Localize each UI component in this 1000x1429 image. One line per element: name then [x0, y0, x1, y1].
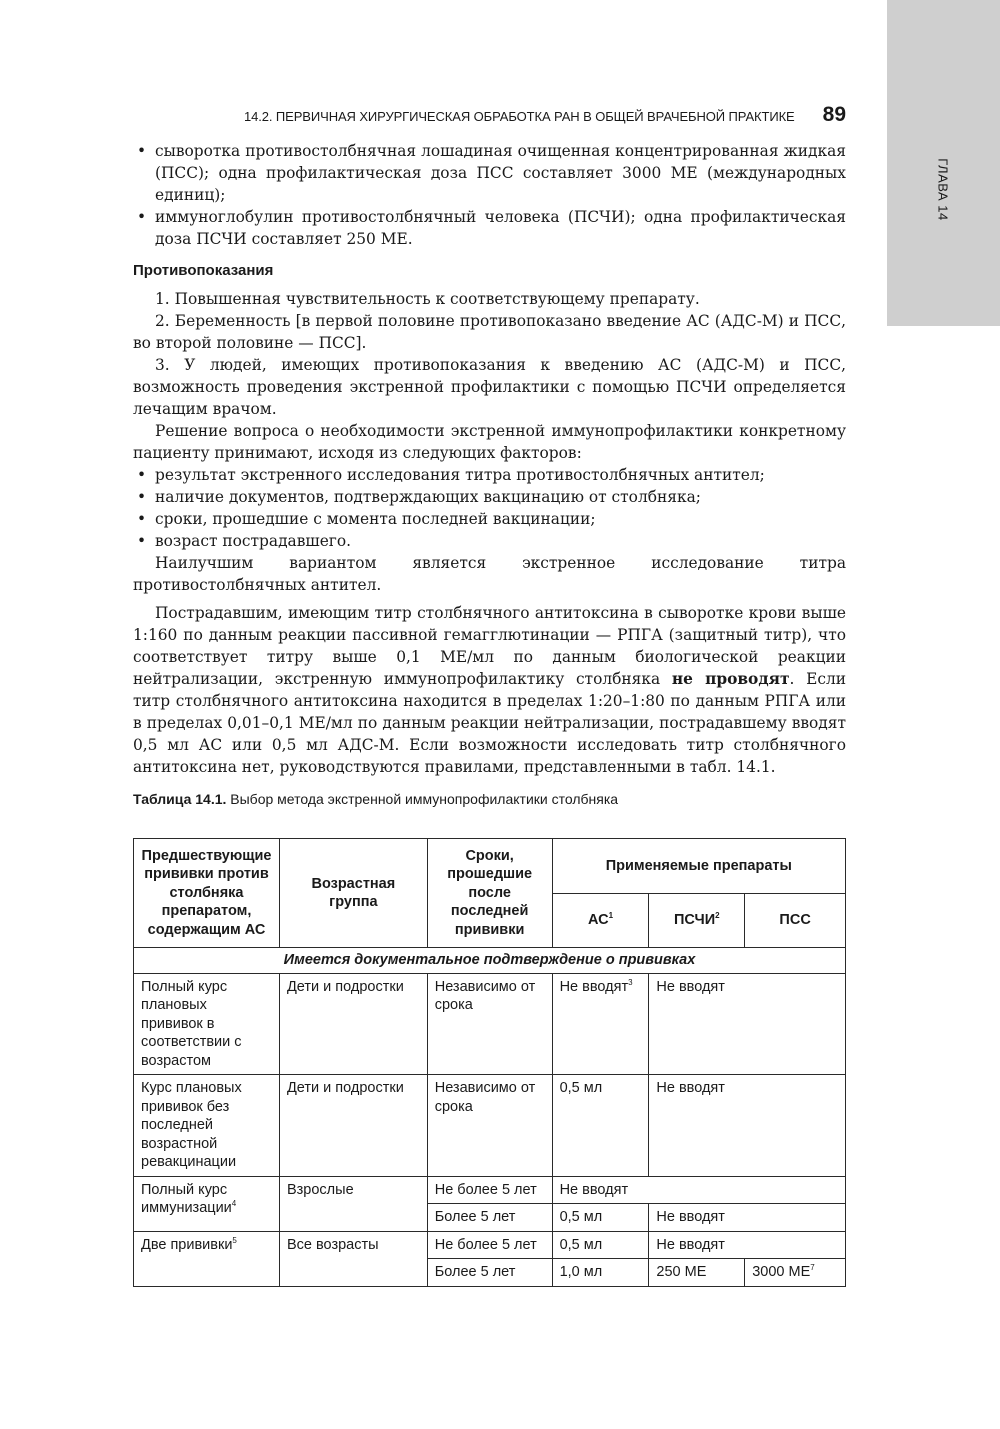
- cell-pschi-pss: Не вводят: [649, 1231, 846, 1259]
- decision-paragraph: Решение вопроса о необходимости экстренной иммунопрофилактики конкретному пациенту принимают, исходя из следующих факторов:: [133, 422, 846, 462]
- bullet-icon: •: [137, 532, 147, 550]
- cell-prior: Полный курс иммунизации$^4$: [134, 1176, 280, 1231]
- cell-as: Не вводят$^3$: [552, 973, 649, 1075]
- cell-time: Не более 5 лет: [427, 1231, 552, 1259]
- chapter-side-tab-label: ГЛАВА 14: [935, 158, 951, 221]
- cell-prior: Курс плановых прививок без последней возрастной ревакцинации: [134, 1075, 280, 1177]
- running-header: [180, 103, 846, 131]
- cell-prior: Полный курс плановых прививок в соответствии с возрастом: [134, 973, 280, 1075]
- table-row: [134, 1231, 846, 1259]
- cell-time: Не более 5 лет: [427, 1176, 552, 1204]
- cell-pschi-pss: Не вводят: [649, 1075, 846, 1177]
- cell-time: Более 5 лет: [427, 1204, 552, 1232]
- bullet-icon: •: [137, 510, 147, 528]
- contraindication-1: 1. Повышенная чувствительность к соответствующему препарату.: [155, 290, 700, 308]
- cell-age: Дети и подростки: [279, 973, 427, 1075]
- table-caption: Таблица 14.1. Выбор метода экстренной иммунопрофилактики столбняка: [133, 791, 619, 807]
- list-item: • результат экстренного исследования титра противостолбнячных антител;: [137, 466, 765, 484]
- best-option-paragraph: Наилучшим вариантом является экстренное исследование титра противостолбнячных антител.: [133, 554, 846, 594]
- cell-pss: 3000 $МЕ^7$: [745, 1259, 846, 1287]
- titer-paragraph: Пострадавшим, имеющим титр столбнячного антитоксина в сыворотке крови выше 1:160 по данным реакции пассивной гемагглютинации — РПГА (защитный титр), что соответствует титру выше 0,1 МЕ/мл по данным биологической реакции нейтрализации, экстренную иммунопрофилактику столбняка не проводят. Если титр столбнячного антитоксина находится в пределах 1:20–1:80 по данным РПГА или в пределах 0,01–0,1 МЕ/мл по данным реакции нейтрализации, пострадавшему вводят 0,5 мл АС или 0,5 мл АДС-М. Если возможности исследовать титр столбнячного антитоксина нет, руководствуются правилами, представленными в табл. 14.1.: [133, 604, 846, 776]
- tetanus-prophylaxis-table: [133, 838, 846, 1287]
- table-section-row: [134, 948, 846, 974]
- contraindication-2: 2. Беременность [в первой половине противопоказано введение АС (АДС-М) и ПСС, во второй половине — ПСС].: [133, 312, 846, 352]
- page-body: [133, 140, 846, 810]
- header-age-group: Возрастная группа: [279, 839, 427, 948]
- table-row: [134, 1176, 846, 1204]
- table-row: [134, 1075, 846, 1177]
- emphasis-not-performed: не проводят: [671, 670, 790, 688]
- bullet-icon: •: [137, 488, 147, 506]
- header-pschi: ПСЧИ$^2$: [649, 893, 745, 948]
- contraindication-3: 3. У людей, имеющих противопоказания к введению АС (АДС-М) и ПСС, возможность проведения экстренной профилактики с помощью ПСЧИ определяется лечащим врачом.: [133, 356, 846, 418]
- table-row: [134, 973, 846, 1075]
- header-time-since: Сроки, прошедшие после последней прививки: [427, 839, 552, 948]
- cell-age: Взрослые: [279, 1176, 427, 1231]
- header-prior-vaccinations: Предшествующие прививки против столбняка препаратом, содержащим АС: [134, 839, 280, 948]
- header-drugs: Применяемые препараты: [552, 839, 845, 894]
- bullet-icon: •: [137, 466, 147, 484]
- cell-pschi-pss: Не вводят: [649, 973, 846, 1075]
- cell-time: Независимо от срока: [427, 973, 552, 1075]
- documented-vaccination-section: Имеется документальное подтверждение о прививках: [134, 948, 846, 974]
- cell-as: 0,5 мл: [552, 1231, 649, 1259]
- list-item: • возраст пострадавшего.: [137, 532, 352, 550]
- cell-as: 1,0 мл: [552, 1259, 649, 1287]
- running-header-title: 14.2. ПЕРВИЧНАЯ ХИРУРГИЧЕСКАЯ ОБРАБОТКА РАН В ОБЩЕЙ ВРАЧЕБНОЙ ПРАКТИКЕ: [244, 109, 795, 124]
- bullet-icon: •: [137, 142, 147, 160]
- cell-time: Независимо от срока: [427, 1075, 552, 1177]
- list-item: • сроки, прошедшие с момента последней вакцинации;: [137, 510, 596, 528]
- cell-age: Дети и подростки: [279, 1075, 427, 1177]
- cell-pschi: 250 МЕ: [649, 1259, 745, 1287]
- cell-prior: Две прививки$^5$: [134, 1231, 280, 1286]
- header-as: $АС^1$: [552, 893, 649, 948]
- cell-pschi-pss: Не вводят: [649, 1204, 846, 1232]
- list-item: • иммуноглобулин противостолбнячный человека (ПСЧИ); одна профилактическая доза ПСЧИ составляет 250 МЕ.: [137, 208, 846, 248]
- contraindications-heading: Противопоказания: [133, 262, 274, 279]
- cell-time: Более 5 лет: [427, 1259, 552, 1287]
- cell-as: 0,5 мл: [552, 1204, 649, 1232]
- list-item: • сыворотка противостолбнячная лошадиная очищенная концентрированная жидкая (ПСС); одна профилактическая доза ПСС составляет 3000 МЕ (международных единиц);: [137, 142, 846, 204]
- cell-age: Все возрасты: [279, 1231, 427, 1286]
- header-pss: ПСС: [745, 893, 846, 948]
- cell-drugs: Не вводят: [552, 1176, 845, 1204]
- list-item: • наличие документов, подтверждающих вакцинацию от столбняка;: [137, 488, 701, 506]
- cell-as: 0,5 мл: [552, 1075, 649, 1177]
- bullet-icon: •: [137, 208, 147, 226]
- table-header-row: [134, 839, 846, 894]
- page-number: 89: [822, 103, 846, 126]
